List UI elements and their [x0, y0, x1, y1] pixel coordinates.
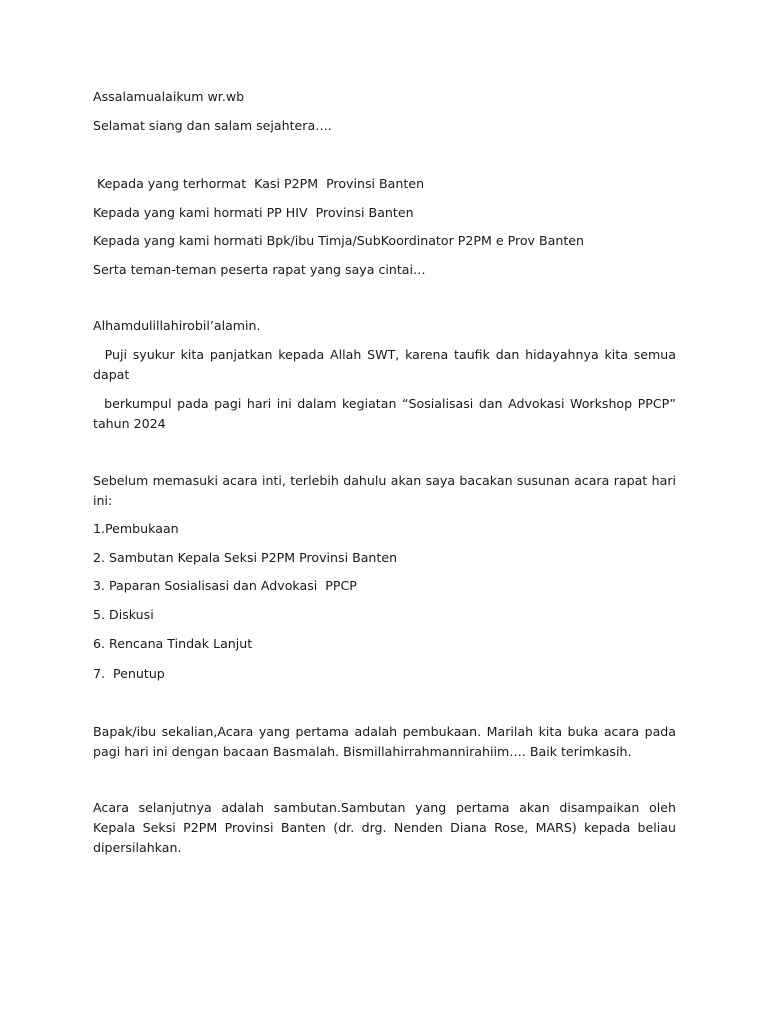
- agenda-item: 5. Diskusi: [93, 607, 154, 622]
- remarks-paragraph: Acara selanjutnya adalah sambutan.Sambutan yang pertama akan disampaikan oleh Kepala Seksi P2PM Provinsi Banten (dr. drg. Nenden Diana Rose, MARS) kepada beliau dipersilahkan.: [93, 800, 676, 855]
- addressee-line: Kepada yang kami hormati Bpk/ibu Timja/SubKoordinator P2PM e Prov Banten: [93, 233, 585, 248]
- agenda-item: 7. Penutup: [93, 666, 165, 681]
- gratitude-paragraph: berkumpul pada pagi hari ini dalam kegiatan “Sosialisasi dan Advokasi Workshop PPCP” tahun 2024: [93, 396, 681, 431]
- agenda-item: 1.Pembukaan: [93, 521, 179, 536]
- agenda-item: 6. Rencana Tindak Lanjut: [93, 636, 253, 651]
- greeting-line: Assalamualaikum wr.wb: [93, 89, 245, 104]
- agenda-intro-paragraph: Sebelum memasuki acara inti, terlebih dahulu akan saya bacakan susunan acara rapat hari ini:: [93, 473, 676, 508]
- opening-paragraph: Bapak/ibu sekalian,Acara yang pertama adalah pembukaan. Marilah kita buka acara pada pagi hari ini dengan bacaan Basmalah. Bismillahirrahmannirahiim…. Baik terimkasih.: [93, 724, 676, 759]
- hamdalah-line: Alhamdulillahirobil’alamin.: [93, 318, 261, 333]
- addressee-line: Kepada yang kami hormati PP HIV Provinsi Banten: [93, 205, 414, 220]
- agenda-item: 3. Paparan Sosialisasi dan Advokasi PPCP: [93, 578, 357, 593]
- addressee-line: Kepada yang terhormat Kasi P2PM Provinsi Banten: [93, 176, 425, 191]
- addressee-line: Serta teman-teman peserta rapat yang saya cintai…: [93, 262, 426, 277]
- agenda-item: 2. Sambutan Kepala Seksi P2PM Provinsi Banten: [93, 550, 398, 565]
- salutation-line: Selamat siang dan salam sejahtera….: [93, 118, 332, 133]
- gratitude-paragraph: Puji syukur kita panjatkan kepada Allah SWT, karena taufik dan hidayahnya kita semua dapat: [93, 347, 681, 382]
